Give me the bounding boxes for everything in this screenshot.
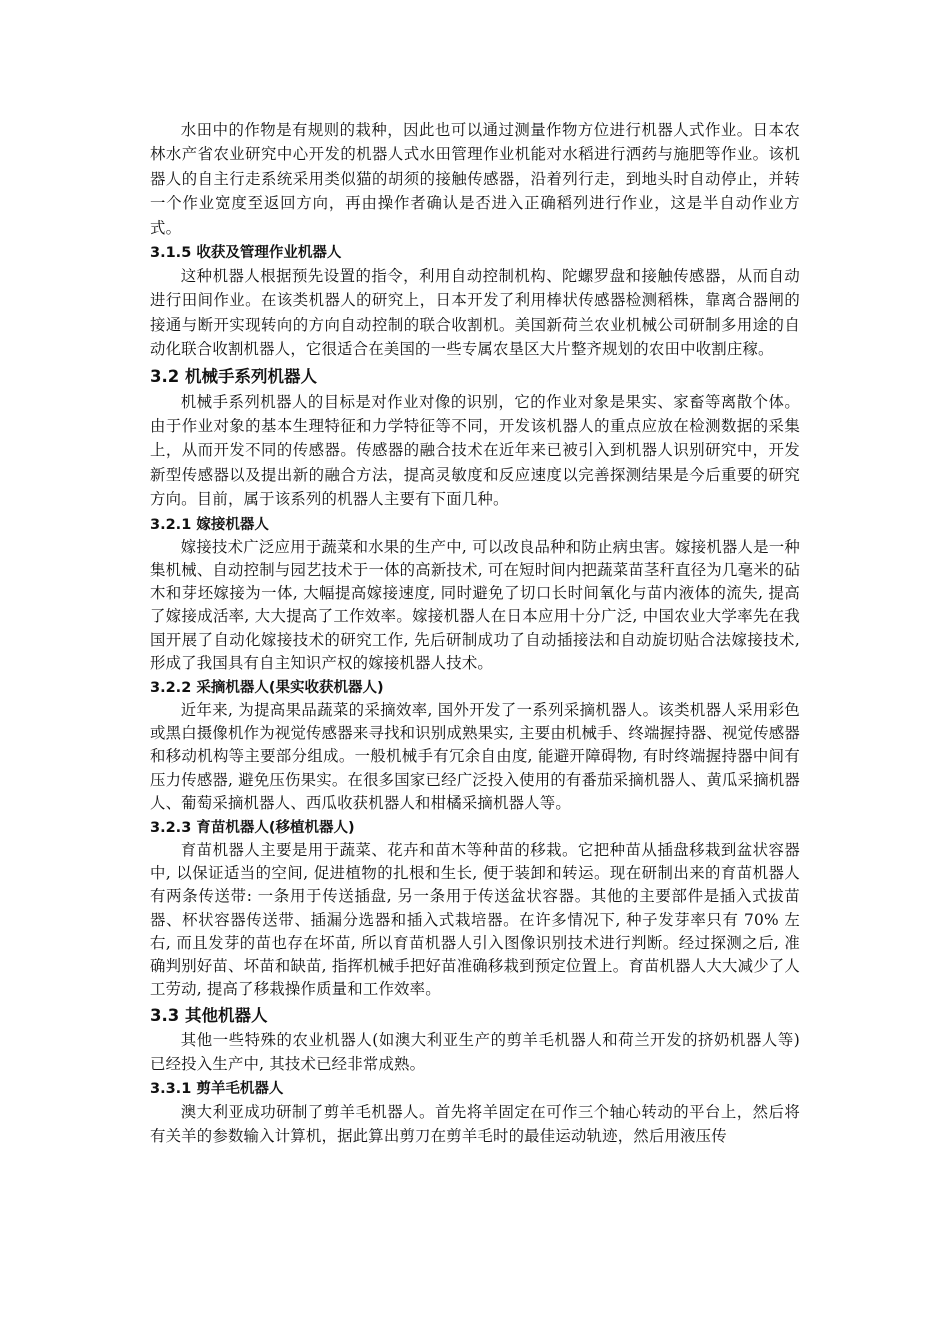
heading-3-3: 3.3 其他机器人 xyxy=(150,1006,268,1026)
heading-3-3-1: 3.3.1 剪羊毛机器人 xyxy=(150,1080,284,1097)
paragraph-grafting-robot: 嫁接技术广泛应用于蔬菜和水果的生产中, 可以改良品种和防止病虫害。嫁接机器人是一种集机械、自动控制与园艺技术于一体的高新技术, 可在短时间内把蔬菜苗茎秆直径为几毫米的砧木和芽坯嫁接为一体, 大幅提高嫁接速度, 同时避免了切口长时间氧化与苗内液体的流失, 提高了嫁接成活率, 大大提高了工作效率。嫁接机器人在日本应用十分广泛, 中国农业大学率先在我国开展了自动化嫁接技术的研究工作, 先后研制成功了自动插接法和自动旋切贴合法嫁接技术, 形成了我国具有自主知识产权的嫁接机器人技术。 xyxy=(150,537,800,672)
paragraph-picking-robot: 近年来, 为提高果品蔬菜的采摘效率, 国外开发了一系列采摘机器人。该类机器人采用彩色或黑白摄像机作为视觉传感器来寻找和识别成熟果实, 主要由机械手、终端握持器、视觉传感器和移动机构等主要部分组成。一般机械手有冗余自由度, 能避开障碍物, 有时终端握持器中间有压力传感器, 避免压伤果实。在很多国家已经广泛投入使用的有番茄采摘机器人、黄瓜采摘机器人、葡萄采摘机器人、西瓜收获机器人和柑橘采摘机器人等。 xyxy=(150,700,800,812)
paragraph-rice-field-robot: 水田中的作物是有规则的栽种，因此也可以通过测量作物方位进行机器人式作业。日本农林水产省农业研究中心开发的机器人式水田管理作业机能对水稻进行洒药与施肥等作业。该机器人的自主行走系统采用类似猫的胡须的接触传感器，沿着列行走，到地头时自动停止，并转一个作业宽度至返回方向，再由操作者确认是否进入正确稻列进行作业，这是半自动作业方式。 xyxy=(150,121,800,237)
paragraph-other-robots: 其他一些特殊的农业机器人(如澳大利亚生产的剪羊毛机器人和荷兰开发的挤奶机器人等)已经投入生产中, 其技术已经非常成熟。 xyxy=(150,1031,800,1073)
heading-3-2-1: 3.2.1 嫁接机器人 xyxy=(150,516,269,533)
heading-3-2-3: 3.2.3 育苗机器人(移植机器人) xyxy=(150,819,355,836)
heading-3-2-2: 3.2.2 采摘机器人(果实收获机器人) xyxy=(150,679,384,696)
paragraph-seedling-robot: 育苗机器人主要是用于蔬菜、花卉和苗木等种苗的移栽。它把种苗从插盘移栽到盆状容器中, 以保证适当的空间, 促进植物的扎根和生长, 便于装卸和转运。现在研制出来的育苗机器人有两条传送带: 一条用于传送插盘, 另一条用于传送盆状容器。其他的主要部件是插入式拔苗器、杯状容器传送带、插漏分选器和插入式栽培器。在许多情况下, 种子发芽率只有 70% 左右, 而且发芽的苗也存在坏苗, 所以育苗机器人引入图像识别技术进行判断。经过探测之后, 准确判别好苗、坏苗和缺苗, 指挥机械手把好苗准确移栽到预定位置上。育苗机器人大大减少了人工劳动, 提高了移栽操作质量和工作效率。 xyxy=(150,840,800,999)
heading-3-1-5: 3.1.5 收获及管理作业机器人 xyxy=(150,245,342,262)
paragraph-manipulator-robots: 机械手系列机器人的目标是对作业对像的识别，它的作业对象是果实、家畜等离散个体。由于作业对象的基本生理特征和力学特征等不同，开发该机器人的重点应放在检测数据的采集上，从而开发不同的传感器。传感器的融合技术在近年来已被引入到机器人识别研究中，开发新型传感器以及提出新的融合方法，提高灵敏度和反应速度以完善探测结果是今后重要的研究方向。目前，属于该系列的机器人主要有下面几种。 xyxy=(150,392,800,509)
heading-3-2: 3.2 机械手系列机器人 xyxy=(150,366,317,386)
paragraph-sheep-shearing-robot: 澳大利亚成功研制了剪羊毛机器人。首先将羊固定在可作三个轴心转动的平台上，然后将有关羊的参数输入计算机，据此算出剪刀在剪羊毛时的最佳运动轨迹，然后用液压传 xyxy=(150,1102,800,1146)
paragraph-harvest-robot: 这种机器人根据预先设置的指令，利用自动控制机构、陀螺罗盘和接触传感器，从而自动进行田间作业。在该类机器人的研究上，日本开发了利用棒状传感器检测稻株，靠离合器闸的接通与断开实现转向的方向自动控制的联合收割机。美国新荷兰农业机械公司研制多用途的自动化联合收割机器人，它很适合在美国的一些专属农垦区大片整齐规划的农田中收割庄稼。 xyxy=(150,267,800,359)
